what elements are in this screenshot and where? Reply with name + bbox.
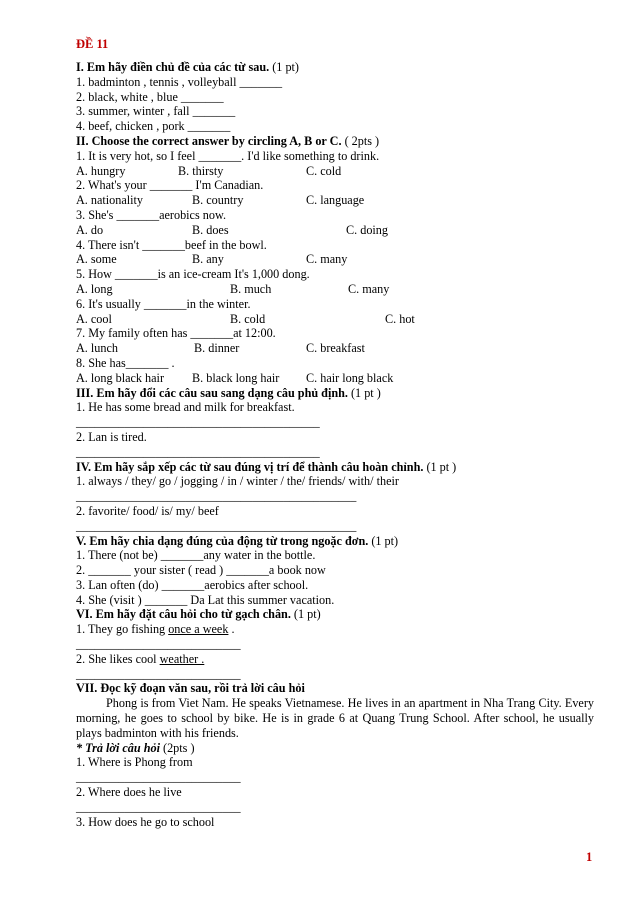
s5-item: 1. There (not be) _______any water in the bottle.	[76, 548, 316, 563]
section-2-heading: II. Choose the correct answer by circling A, B or C. ( 2pts )	[76, 133, 380, 148]
option-b[interactable]: B. country	[192, 193, 244, 208]
option-a[interactable]: A. some	[76, 252, 117, 267]
answer-line[interactable]: ________________________________________	[76, 415, 320, 430]
answer-line[interactable]: ______________________________________________	[76, 489, 357, 504]
s6-item: 2. She likes cool weather .	[76, 651, 205, 666]
s2-options	[76, 193, 594, 208]
option-a[interactable]: A. long black hair	[76, 370, 164, 385]
s1-item: 4. beef, chicken , pork _______	[76, 119, 231, 134]
option-b[interactable]: B. cold	[230, 311, 266, 326]
s2-question: 2. What's your _______ I'm Canadian.	[76, 178, 264, 193]
section-1-heading: I. Em hãy điền chủ đề của các từ sau. (1 pt)	[76, 60, 299, 74]
s2-question: 7. My family often has _______at 12:00.	[76, 326, 276, 341]
section-7-heading: VII. Đọc kỹ đoạn văn sau, rồi trả lời câu hỏi	[76, 681, 305, 696]
answer-line[interactable]: ________________________________________	[76, 444, 320, 459]
option-b[interactable]: B. any	[192, 252, 224, 267]
page-number: 1	[586, 850, 593, 864]
s2-options	[76, 371, 594, 386]
answer-line[interactable]: ___________________________	[76, 666, 241, 681]
option-a[interactable]: A. do	[76, 222, 104, 237]
s2-options	[76, 282, 594, 297]
s5-item: 4. She (visit ) _______ Da Lat this summer vacation.	[76, 592, 335, 607]
option-c[interactable]: C. cold	[306, 163, 342, 178]
option-b[interactable]: B. thirsty	[178, 163, 224, 178]
page-title: ĐỀ 11	[76, 37, 109, 51]
s4-item: 1. always / they/ go / jogging / in / winter / the/ friends/ with/ their	[76, 474, 399, 489]
option-b[interactable]: B. much	[230, 281, 272, 296]
section-6-heading: VI. Em hãy đặt câu hỏi cho từ gạch chân. (1 pt)	[76, 607, 321, 622]
option-c[interactable]: C. many	[306, 252, 348, 267]
answer-line[interactable]: ______________________________________________	[76, 518, 357, 533]
option-b[interactable]: B. black long hair	[192, 370, 280, 385]
option-b[interactable]: B. dinner	[194, 341, 240, 356]
underlined-phrase: once a week	[168, 622, 229, 637]
section-3-heading: III. Em hãy đổi các câu sau sang dạng câu phủ định. (1 pt )	[76, 385, 381, 400]
s5-item: 2. _______ your sister ( read ) _______a book now	[76, 563, 326, 578]
s1-item: 3. summer, winter , fall _______	[76, 104, 236, 119]
option-a[interactable]: A. long	[76, 281, 113, 296]
option-c[interactable]: C. breakfast	[306, 341, 365, 356]
s2-question: 5. How _______is an ice-cream It's 1,000 dong.	[76, 267, 310, 282]
option-a[interactable]: A. hungry	[76, 163, 126, 178]
s2-options	[76, 341, 594, 356]
option-c[interactable]: C. hot	[385, 311, 415, 326]
s2-options	[76, 312, 594, 327]
answer-line[interactable]: ___________________________	[76, 799, 241, 814]
option-c[interactable]: C. doing	[346, 222, 388, 237]
s2-question: 1. It is very hot, so I feel _______. I'd like something to drink.	[76, 148, 380, 163]
reading-passage: Phong is from Viet Nam. He speaks Vietnamese. He lives in an apartment in Nha Trang City. Every morning, he goes to school by bike. He is in grade 6 at Quang Trung School. After school, he usually plays badminton with his friends.	[76, 696, 594, 740]
s2-question: 8. She has_______ .	[76, 355, 175, 370]
s5-item: 3. Lan often (do) _______aerobics after school.	[76, 577, 309, 592]
option-c[interactable]: C. language	[306, 193, 365, 208]
option-b[interactable]: B. does	[192, 222, 229, 237]
s6-item: 1. They go fishing once a week .	[76, 622, 235, 637]
s2-options	[76, 164, 594, 179]
option-a[interactable]: A. lunch	[76, 341, 118, 356]
option-a[interactable]: A. nationality	[76, 193, 144, 208]
s2-question: 4. There isn't _______beef in the bowl.	[76, 237, 267, 252]
s1-item: 2. black, white , blue _______	[76, 89, 224, 104]
s2-question: 3. She's _______aerobics now.	[76, 207, 227, 222]
section-5-heading: V. Em hãy chia dạng đúng của động từ trong ngoặc đơn. (1 pt)	[76, 533, 399, 548]
answer-line[interactable]: ___________________________	[76, 770, 241, 785]
s2-options	[76, 223, 594, 238]
option-c[interactable]: C. many	[348, 281, 390, 296]
s2-question: 6. It's usually _______in the winter.	[76, 296, 251, 311]
s3-item: 1. He has some bread and milk for breakfast.	[76, 400, 295, 415]
section-4-heading: IV. Em hãy sắp xếp các từ sau đúng vị trí để thành câu hoàn chỉnh. (1 pt )	[76, 459, 457, 474]
s7-sub-heading: * Trả lời câu hỏi (2pts )	[76, 740, 195, 755]
s7-question: 2. Where does he live	[76, 785, 182, 800]
s1-item: 1. badminton , tennis , volleyball _______	[76, 74, 283, 89]
answer-line[interactable]: ___________________________	[76, 637, 241, 652]
s7-question: 1. Where is Phong from	[76, 755, 193, 770]
s3-item: 2. Lan is tired.	[76, 429, 147, 444]
option-c[interactable]: C. hair long black	[306, 370, 394, 385]
s4-item: 2. favorite/ food/ is/ my/ beef	[76, 503, 219, 518]
s7-question: 3. How does he go to school	[76, 814, 215, 829]
worksheet-page	[76, 36, 594, 829]
underlined-phrase: weather .	[159, 651, 205, 666]
s2-options	[76, 252, 594, 267]
option-a[interactable]: A. cool	[76, 311, 112, 326]
